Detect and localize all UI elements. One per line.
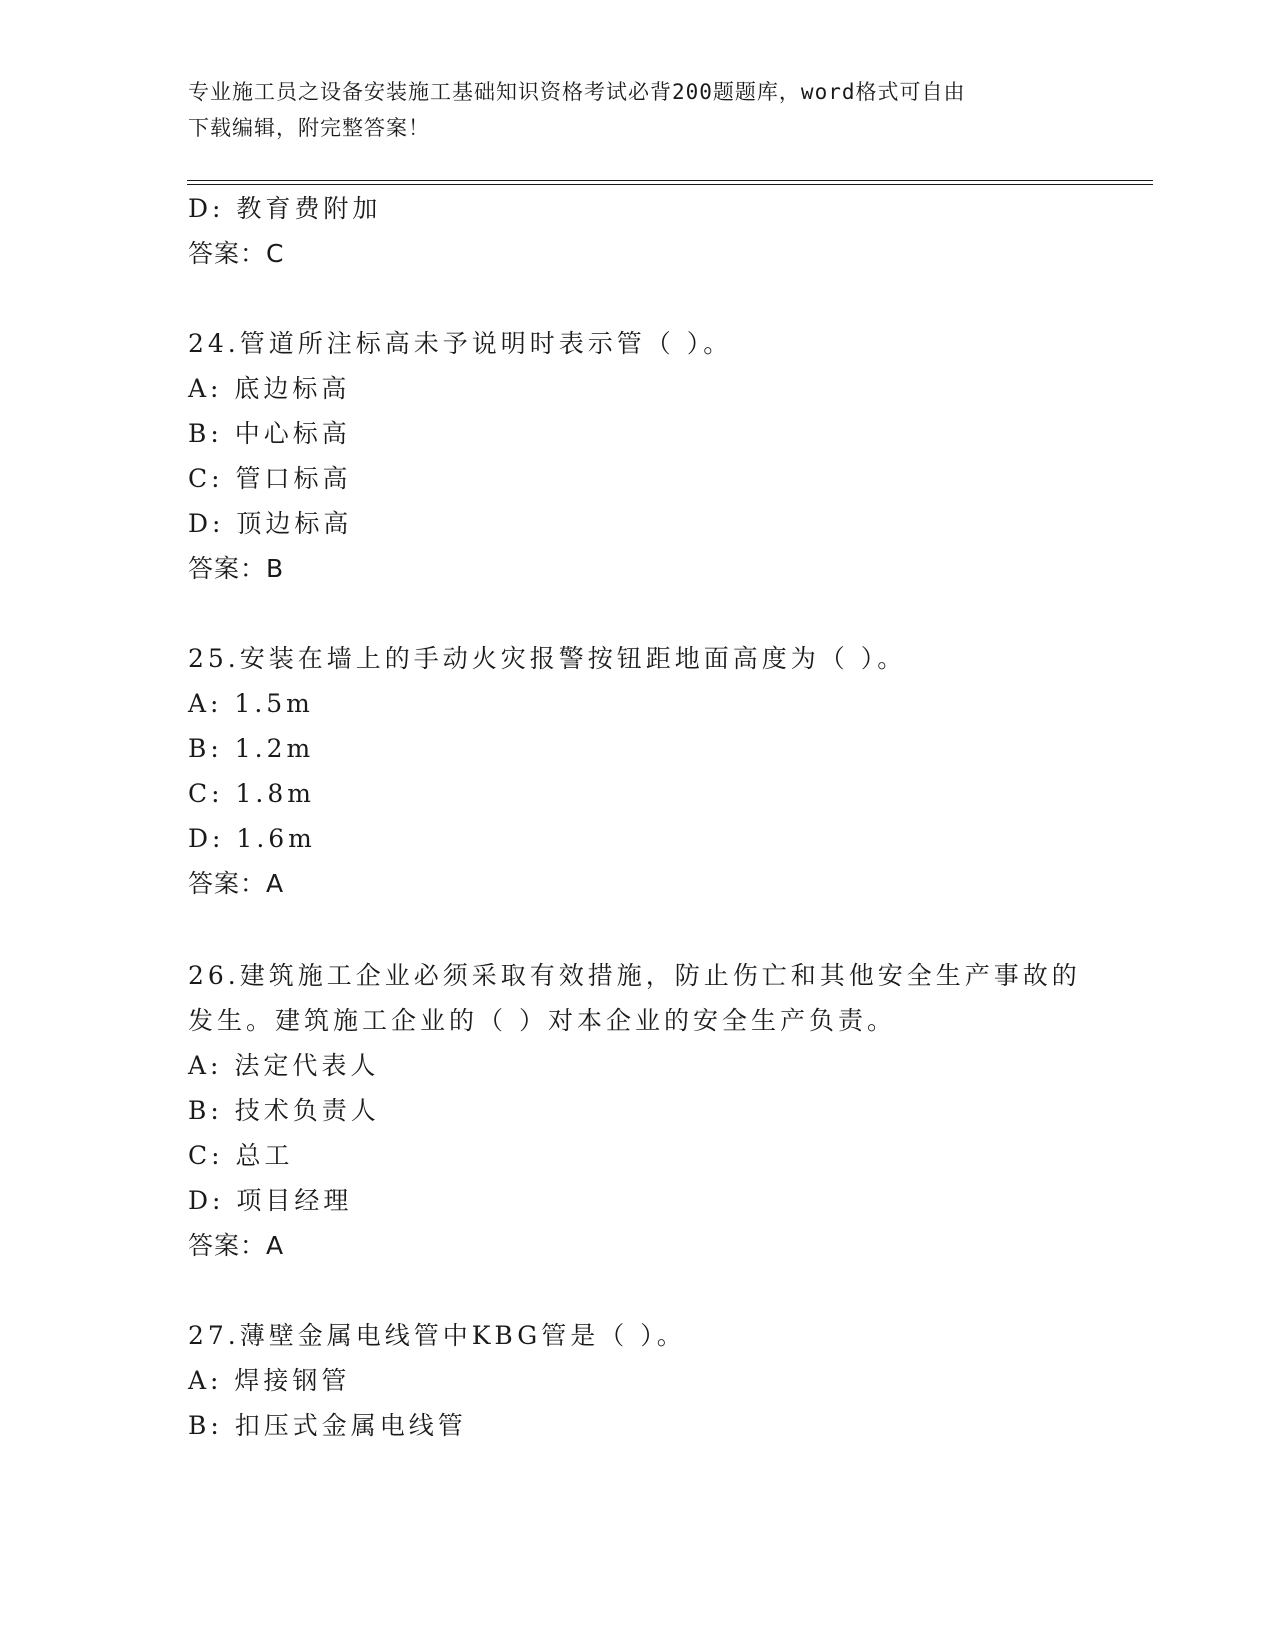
prev-question-option-d: D: 教育费附加	[188, 194, 382, 223]
document-header	[188, 74, 1088, 146]
question-26-option-b: B: 技术负责人	[188, 1096, 380, 1125]
question-24-option-c: C: 管口标高	[188, 464, 352, 493]
question-25-option-d: D: 1.6m	[188, 824, 316, 853]
header-divider-top	[187, 180, 1153, 181]
question-27-option-a: A: 焊接钢管	[188, 1366, 351, 1395]
question-25-option-a: A: 1.5m	[188, 689, 314, 718]
question-25-option-b: B: 1.2m	[188, 734, 315, 763]
question-24-stem: 24.管道所注标高未予说明时表示管（ ）。	[188, 329, 733, 358]
question-24-option-b: B: 中心标高	[188, 419, 351, 448]
header-divider-bottom	[187, 184, 1153, 185]
question-26-stem-line-2: 发生。建筑施工企业的（ ）对本企业的安全生产负责。	[188, 1006, 896, 1035]
question-26-stem-line-1: 26.建筑施工企业必须采取有效措施，防止伤亡和其他安全生产事故的	[188, 961, 1081, 990]
question-25-stem: 25.安装在墙上的手动火灾报警按钮距地面高度为（ ）。	[188, 644, 907, 673]
question-24-answer: 答案：B	[188, 554, 285, 583]
question-26-answer: 答案：A	[188, 1231, 285, 1260]
header-line-2: 下载编辑，附完整答案！	[188, 116, 430, 140]
prev-question-answer: 答案：C	[188, 239, 285, 268]
question-27-stem: 27.薄壁金属电线管中KBG管是（ ）。	[188, 1321, 686, 1350]
question-24-option-d: D: 顶边标高	[188, 509, 353, 538]
question-26-option-d: D: 项目经理	[188, 1186, 353, 1215]
question-25-option-c: C: 1.8m	[188, 779, 315, 808]
question-26-option-c: C: 总工	[188, 1141, 294, 1170]
header-line-1: 专业施工员之设备安装施工基础知识资格考试必背200题题库，word格式可自由	[188, 80, 966, 104]
question-26-option-a: A: 法定代表人	[188, 1051, 380, 1080]
question-25-answer: 答案：A	[188, 869, 285, 898]
question-27-option-b: B: 扣压式金属电线管	[188, 1411, 467, 1440]
question-24-option-a: A: 底边标高	[188, 374, 351, 403]
